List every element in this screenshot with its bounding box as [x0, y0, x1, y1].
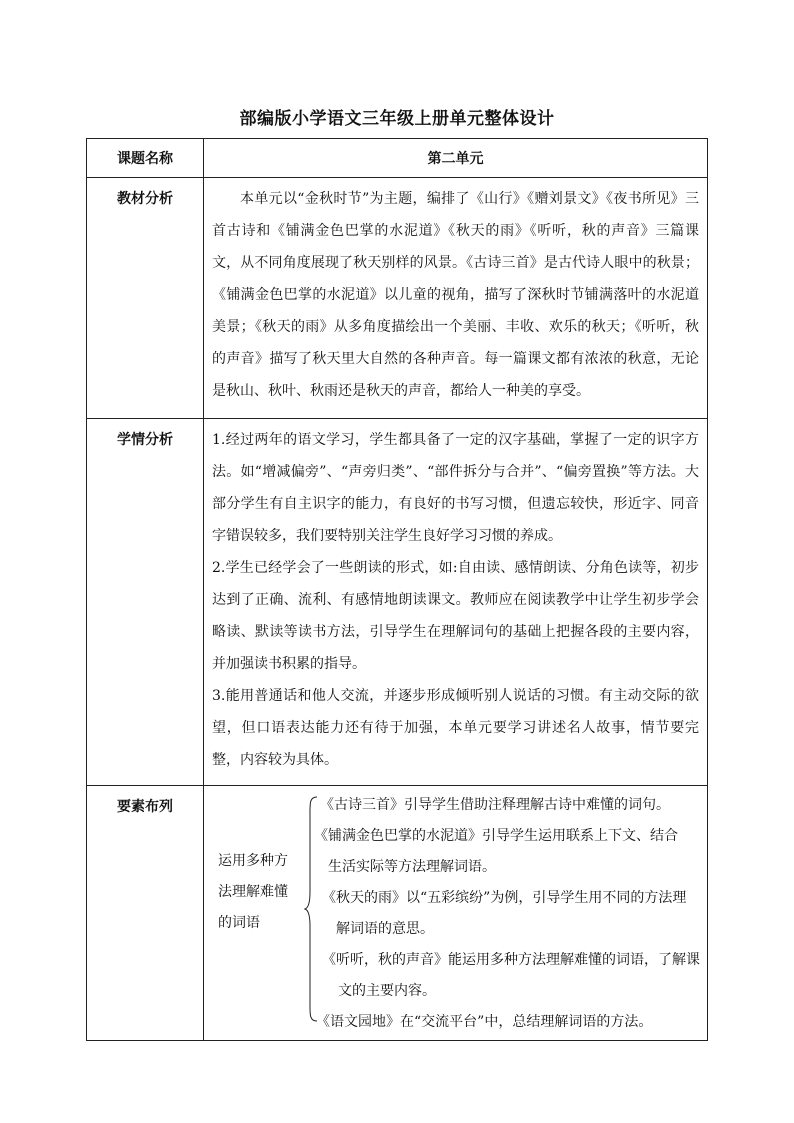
student-analysis-cell — [204, 419, 708, 786]
list-item: 《古诗三首》引导学生借助注释理解古诗中难懂的词句。 — [320, 797, 670, 813]
unit-design-table — [86, 138, 708, 1041]
table-row — [87, 139, 708, 178]
topic-name-label: 课题名称 — [87, 139, 204, 178]
list-item: 《铺满金色巴掌的水泥道》引导学生运用联系上下文、结合 生活实际等方法理解词语。 — [314, 828, 678, 875]
elements-label: 要素布列 — [87, 786, 204, 1041]
topic-name-value: 第二单元 — [204, 139, 708, 178]
table-row — [87, 178, 708, 419]
elements-cell — [204, 786, 708, 1041]
list-item: 《听听，秋的声音》能运用多种方法理解难懂的词语，了解课 文的主要内容。 — [322, 952, 700, 999]
document-title: 部编版小学语文三年级上册单元整体设计 — [239, 109, 555, 129]
elements-group-label: 运用多种方法理解难懂的词语 — [218, 853, 288, 931]
textbook-analysis-text: 本单元以“金秋时节”为主题，编排了《山行》《赠刘景文》《夜书所见》三首古诗和《铺满金色巴掌的水泥道》《秋天的雨》《听听，秋的声音》三篇课文，从不同角度展现了秋天别样的风景。《古诗三首》是古代诗人眼中的秋景；《铺满金色巴掌的水泥道》以儿童的视角，描写了深秋时节铺满落叶的水泥道美景；《秋天的雨》从多角度描绘出一个美丽、丰收、欢乐的秋天；《听听，秋的声音》描写了秋天里大自然的各种声音。每一篇课文都有浓浓的秋意，无论是秋山、秋叶、秋雨还是秋天的声音，都给人一种美的享受。 — [212, 191, 699, 399]
list-item: 《语文园地》在“交流平台”中，总结理解词语的方法。 — [316, 1014, 653, 1030]
student-analysis-paragraph: 3.能用普通话和他人交流，并逐步形成倾听别人说话的习惯。有主动交际的欲望，但口语表达能力还有待于加强，本单元要学习讲述名人故事，情节要完整，内容较为具体。 — [212, 688, 699, 768]
student-analysis-paragraph: 2.学生已经学会了一些朗读的形式，如:自由读、感情朗读、分角色读等，初步达到了正确、流利、有感情地朗读课文。教师应在阅读教学中让学生初步学会略读、默读等读书方法，引导学生在理解词句的基础上把握各段的主要内容，并加强读书积累的指导。 — [212, 560, 699, 672]
student-analysis-paragraph: 1.经过两年的语文学习，学生都具备了一定的汉字基础，掌握了一定的识字方法。如“增减偏旁”、“声旁归类”、“部件拆分与合并”、“偏旁置换”等方法。大部分学生有自主识字的能力，有良好的书写习惯，但遗忘较快，形近字、同音字错误较多，我们要特别关注学生良好学习习惯的养成。 — [212, 432, 699, 544]
student-analysis-label: 学情分析 — [87, 419, 204, 786]
elements-list — [314, 790, 704, 1038]
textbook-analysis-label: 教材分析 — [87, 178, 204, 419]
table-row — [87, 786, 708, 1041]
table-row — [87, 419, 708, 786]
textbook-analysis-cell — [204, 178, 708, 419]
list-item: 《秋天的雨》以“五彩缤纷”为例，引导学生用不同的方法理 解词语的意思。 — [322, 890, 687, 937]
